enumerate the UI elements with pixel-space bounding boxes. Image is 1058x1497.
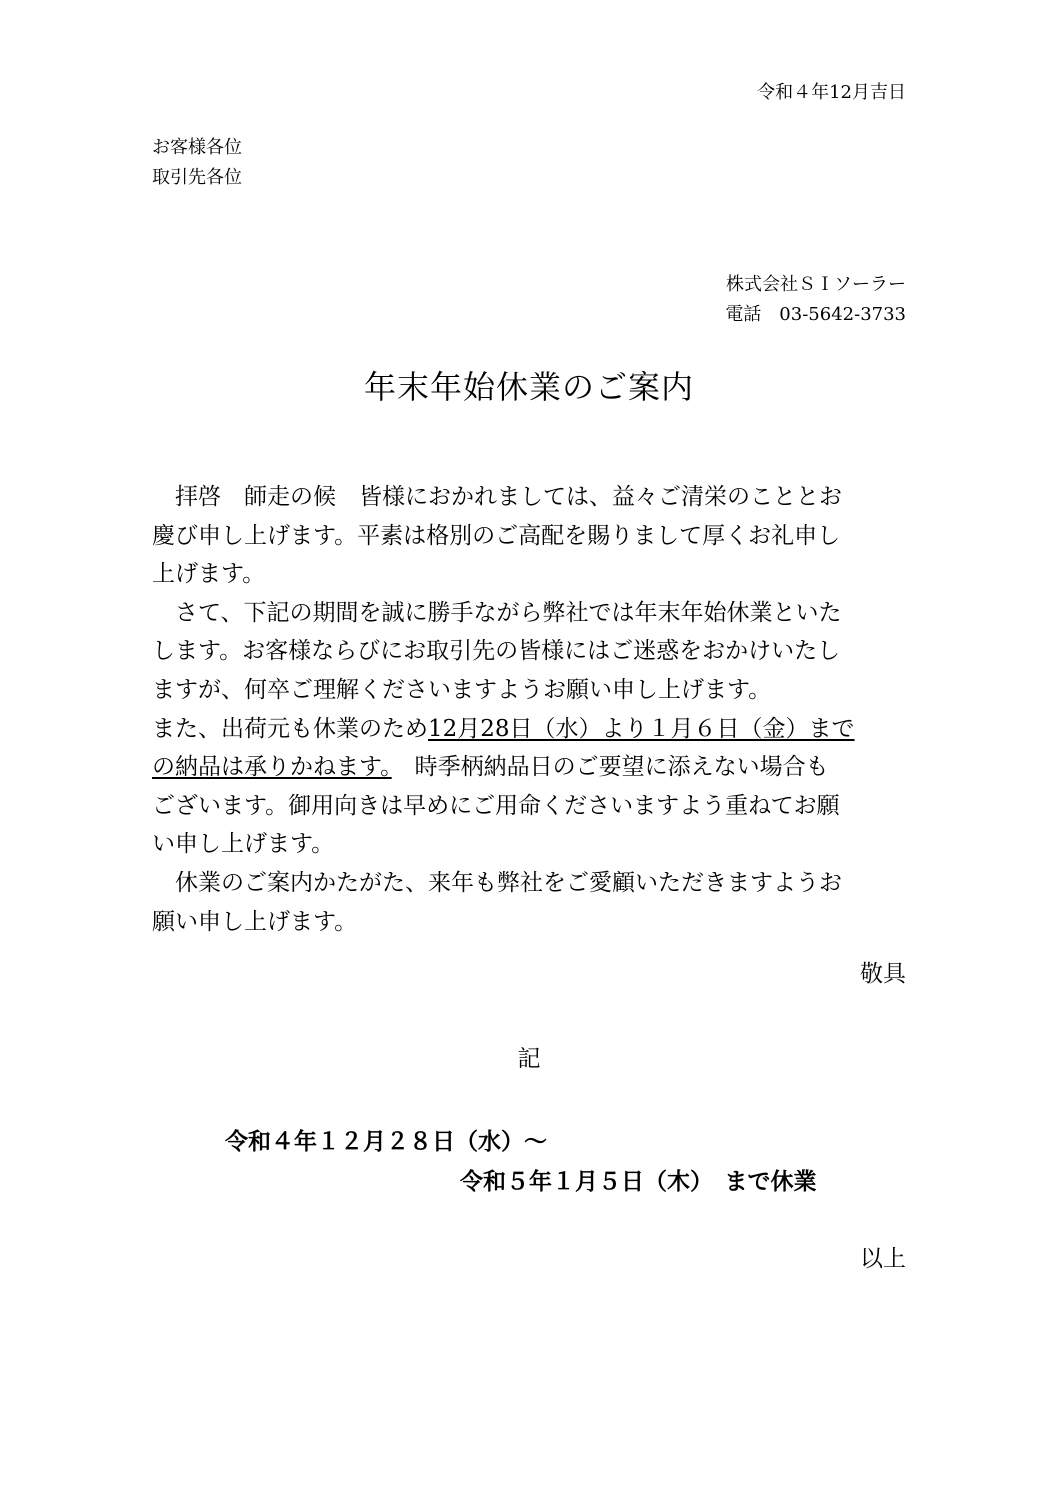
company-name: 株式会社ＳＩソーラー bbox=[726, 274, 906, 295]
closure-period-start: 令和４年１２月２８日（水）～ bbox=[225, 1129, 547, 1155]
recipient-partners: 取引先各位 bbox=[152, 167, 242, 188]
ki-heading: 記 bbox=[517, 1046, 541, 1072]
underlined-notice: の納品は承りかねます。 bbox=[152, 754, 392, 781]
phone-number: 電話 03-5642-3733 bbox=[725, 304, 906, 325]
body-line-delivery bbox=[152, 748, 912, 787]
underlined-period: 12月28日（水）より１月６日（金）まで bbox=[428, 715, 855, 742]
body-line: 上げます。 bbox=[152, 561, 266, 588]
letter-body bbox=[152, 478, 912, 941]
body-line: します。お客様ならびにお取引先の皆様にはご迷惑をおかけいたし bbox=[152, 638, 841, 665]
closing-keigu: 敬具 bbox=[860, 961, 906, 987]
closure-period-end: 令和５年１月５日（木） まで休業 bbox=[460, 1169, 817, 1195]
body-line: 慶び申し上げます。平素は格別のご高配を賜りまして厚くお礼申し bbox=[152, 522, 841, 549]
recipient-customers: お客様各位 bbox=[152, 137, 242, 158]
recipients bbox=[152, 133, 242, 193]
document-date: 令和４年12月吉日 bbox=[757, 82, 906, 103]
body-text: また、出荷元も休業のため bbox=[152, 715, 428, 742]
page-title: 年末年始休業のご案内 bbox=[363, 368, 694, 406]
body-line: さて、下記の期間を誠に勝手ながら弊社では年末年始休業といた bbox=[152, 599, 842, 626]
body-line: 休業のご案内かたがた、来年も弊社をご愛顧いただきますようお bbox=[152, 869, 842, 896]
end-ijou: 以上 bbox=[860, 1246, 906, 1272]
body-line-shipping bbox=[152, 710, 912, 749]
body-line: ますが、何卒ご理解くださいますようお願い申し上げます。 bbox=[152, 676, 772, 703]
body-line: 願い申し上げます。 bbox=[152, 908, 358, 935]
body-line: 拝啓 師走の候 皆様におかれましては、益々ご清栄のこととお bbox=[152, 484, 842, 510]
body-text: 時季柄納品日のご要望に添えない場合も bbox=[391, 754, 829, 781]
body-line: い申し上げます。 bbox=[152, 831, 335, 858]
sender-block bbox=[725, 270, 906, 330]
body-line: ございます。御用向きは早めにご用命くださいますよう重ねてお願 bbox=[152, 792, 840, 819]
